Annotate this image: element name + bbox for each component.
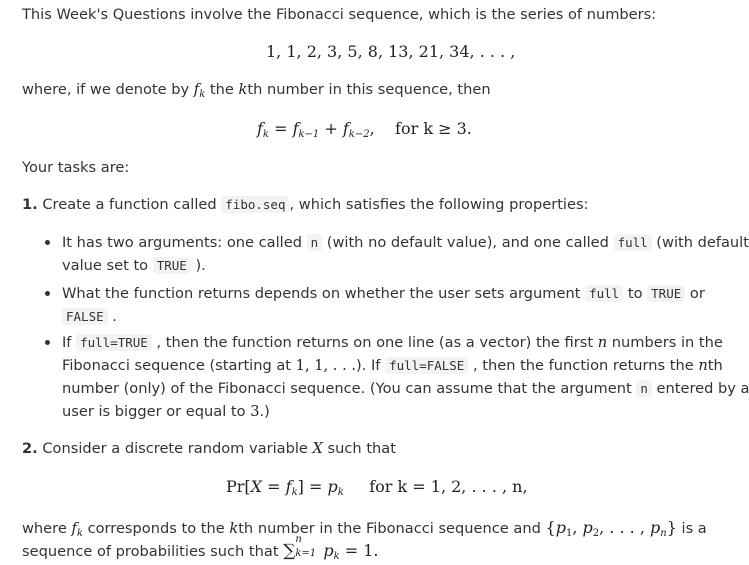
- bullet-dot: [45, 291, 50, 296]
- probability-equation: $Pr[X = f_k] = p_k$ for k = 1, 2, . . . , n,: [226, 477, 528, 498]
- function-name-code: fibo.seq: [221, 196, 289, 213]
- bullet-1-line-1: It has two arguments: one called n (with no default value), and one called full (with default: [62, 234, 749, 251]
- bullet-dot: [45, 240, 50, 245]
- bullet-1-line-2: value set to TRUE ).: [62, 257, 206, 274]
- definition-line: where, if we denote by $f_k$ the kth number in this sequence, then: [22, 81, 491, 100]
- bullet-3-line-3: number (only) of the Fibonacci sequence. (You can assume that the argument n entered by a: [62, 380, 749, 397]
- bullet-dot: [45, 340, 50, 345]
- task-1-heading: 1. Create a function called fibo.seq , which satisfies the following properties:: [22, 196, 589, 213]
- bullet-2-line-1: What the function returns depends on whether the user sets argument full to TRUE or: [62, 285, 705, 302]
- task-2-line-1: where $f_k$ corresponds to the kth number in the Fibonacci sequence and {$p_1$, $p_2$, . . . , $p_n$} is a: [22, 518, 707, 539]
- intro-line: This Week's Questions involve the Fibonacci sequence, which is the series of numbers:: [22, 6, 657, 23]
- fibonacci-sequence-equation: 1, 1, 2, 3, 5, 8, 13, 21, 34, . . . ,: [266, 42, 516, 61]
- bullet-3-line-2: Fibonacci sequence (starting at 1, 1, . . .). If full=FALSE , then the function returns the nth: [62, 357, 723, 374]
- task-2-heading: 2. Consider a discrete random variable X such that: [22, 440, 396, 457]
- bullet-3-line-1: If full=TRUE , then the function returns on one line (as a vector) the first n numbers in the: [62, 334, 723, 351]
- bullet-3-line-4: user is bigger or equal to 3.): [62, 403, 270, 420]
- bullet-2-line-2: FALSE .: [62, 308, 117, 325]
- tasks-heading: Your tasks are:: [22, 159, 130, 176]
- task-2-line-2: sequence of probabilities such that ∑ n k=1 $p_k = 1$.: [22, 534, 379, 562]
- recurrence-equation: $f_k = f_{k-1} + f_{k-2}$, for k ≥ 3.: [257, 119, 472, 140]
